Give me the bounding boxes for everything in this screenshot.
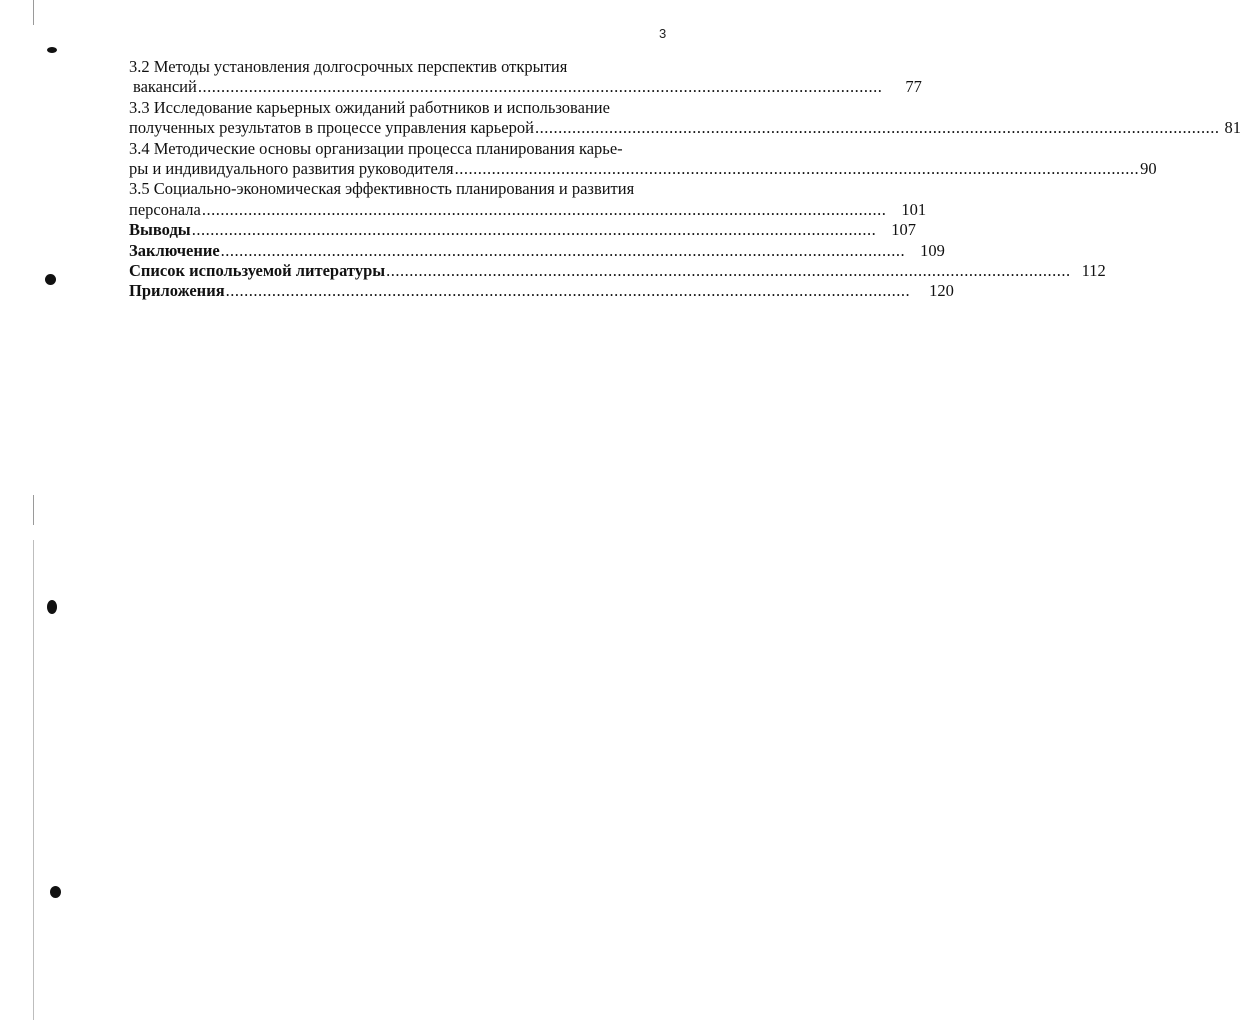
- toc-entry-line: [129, 77, 922, 97]
- toc-entry-page: 90: [1140, 158, 1157, 178]
- toc-entry-line: [129, 118, 1241, 138]
- dot-leader: ....................................................................................................................................................: [191, 220, 877, 240]
- toc-entry-title: Список используемой литературы: [129, 260, 386, 280]
- toc-entry-line: [129, 57, 669, 77]
- toc-entry-line: [129, 139, 669, 159]
- dot-leader: ....................................................................................................................................................: [225, 281, 911, 301]
- toc-entry-title: Выводы: [129, 220, 191, 240]
- toc-entry-line: [129, 240, 945, 261]
- table-of-contents: [129, 57, 1241, 302]
- toc-entry-page: 77: [905, 77, 922, 97]
- scan-blot: [50, 886, 61, 898]
- toc-entry-page: 107: [891, 220, 916, 240]
- toc-entry-title-cont: ры и индивидуального развития руководителя: [129, 158, 454, 178]
- dot-leader: ....................................................................................................................................................: [454, 158, 1140, 178]
- toc-entry-page: 101: [901, 199, 927, 219]
- toc-entry-title: Приложения: [129, 281, 225, 301]
- dot-leader: ....................................................................................................................................................: [220, 240, 906, 260]
- scan-margin-line: [33, 540, 34, 1020]
- dot-leader: ....................................................................................................................................................: [534, 118, 1220, 138]
- scan-blot: [47, 600, 57, 614]
- toc-entry-line: [129, 220, 916, 240]
- dot-leader: ....................................................................................................................................................: [197, 77, 883, 97]
- toc-entry-title-cont: персонала: [129, 199, 201, 219]
- toc-entry-line: [129, 260, 1106, 281]
- toc-entry-line: [129, 179, 669, 199]
- page-number: 3: [659, 26, 667, 41]
- toc-entry-title: Заключение: [129, 240, 220, 260]
- toc-entry-title: 3.3 Исследование карьерных ожиданий работников и использование: [129, 97, 610, 117]
- toc-entry-title-cont: вакансий: [133, 77, 197, 97]
- toc-entry-title-cont: полученных результатов в процессе управления карьерой: [129, 118, 534, 138]
- scan-margin-line: [33, 0, 34, 25]
- scan-blot: [47, 47, 57, 53]
- toc-entry-line: [129, 158, 1157, 179]
- scan-margin-line: [33, 495, 34, 525]
- toc-entry-title: 3.2 Методы установления долгосрочных перспектив открытия: [129, 57, 568, 76]
- toc-entry-line: [129, 199, 927, 220]
- dot-leader: ....................................................................................................................................................: [201, 199, 887, 219]
- dot-leader: ....................................................................................................................................................: [386, 260, 1071, 280]
- toc-entry-line: [129, 281, 954, 301]
- toc-entry-page: 81: [1224, 118, 1241, 138]
- toc-entry-page: 109: [920, 240, 945, 260]
- toc-entry-title: 3.5 Социально-экономическая эффективность планирования и развития: [129, 179, 635, 199]
- scan-blot: [45, 274, 56, 285]
- toc-entry-page: 120: [929, 281, 954, 301]
- toc-entry-page: 112: [1081, 260, 1106, 280]
- toc-entry-title: 3.4 Методические основы организации процесса планирования карье-: [129, 138, 623, 158]
- toc-entry-line: [129, 98, 669, 118]
